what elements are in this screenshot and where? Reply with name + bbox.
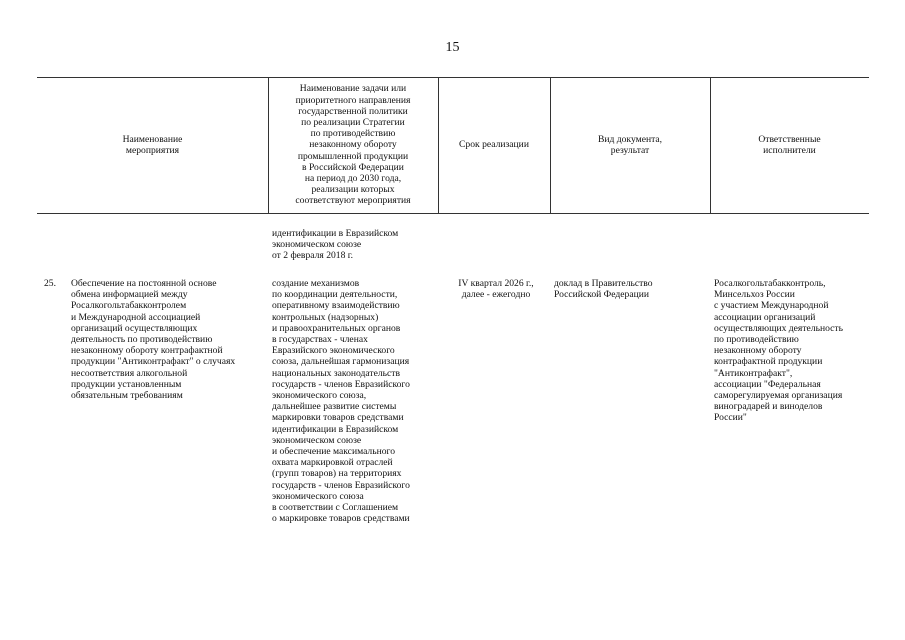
header-deadline bbox=[438, 77, 550, 213]
row-task: создание механизмов по координации деятельности, оперативному взаимодействию контрольных (надзорных) и правоохранительных органов в государствах - членах Евразийского экономического союза, дальнейшая гармонизация национальных законодательств государств - членов Евразийского экономического союза, дальнейшее развитие системы маркировки товаров средствами идентификации в Евразийском экономическом союзе и обеспечение максимального охвата маркировкой отраслей (групп товаров) на территориях государств - членов Евразийского экономического союза в соответствии с Соглашением о маркировке товаров средствами bbox=[272, 278, 410, 525]
row-deadline: IV квартал 2026 г., далее - ежегодно bbox=[458, 278, 534, 301]
page-number: 15 bbox=[445, 40, 460, 55]
header-bottom-border bbox=[37, 213, 869, 214]
header-executors-text: Ответственные исполнители bbox=[758, 133, 821, 156]
header-result-text: Вид документа, результат bbox=[597, 133, 663, 156]
row-executors: Росалкогольтабакконтроль, Минсельхоз России с участием Международной ассоциации организаций осуществляющих деятельность по противодействию незаконному обороту контрафактной продукции "Антиконтрафакт", ассоциации "Федеральная саморегулируемая организация виноградарей и виноделов России" bbox=[714, 278, 843, 424]
row-activity: Обеспечение на постоянной основе обмена информацией между Росалкогольтабакконтролем и Международной ассоциацией организаций осуществляющих деятельность по противодействию незаконному обороту контрафактной продукции "Антиконтрафакт" о случаях несоответствия алкогольной продукции установленным обязательным требованиям bbox=[71, 278, 236, 402]
header-task-text: Наименование задачи или приоритетного направления государственной политики по реализации Стратегии по противодействию незаконному обороту промышленной продукции в Российской Федерации на период до 2030 года, реализации которых соответствуют мероприятия bbox=[295, 83, 411, 207]
header-executors bbox=[710, 77, 869, 213]
row-number: 25. bbox=[44, 278, 56, 289]
header-task bbox=[268, 77, 438, 213]
header-activity bbox=[37, 77, 268, 213]
row-result: доклад в Правительство Российской Федерации bbox=[554, 278, 653, 301]
header-deadline-text: Срок реализации bbox=[459, 139, 529, 151]
continuation-text: идентификации в Евразийском экономическом союзе от 2 февраля 2018 г. bbox=[272, 228, 399, 262]
header-result bbox=[550, 77, 710, 213]
header-activity-text: Наименование мероприятия bbox=[122, 133, 183, 156]
